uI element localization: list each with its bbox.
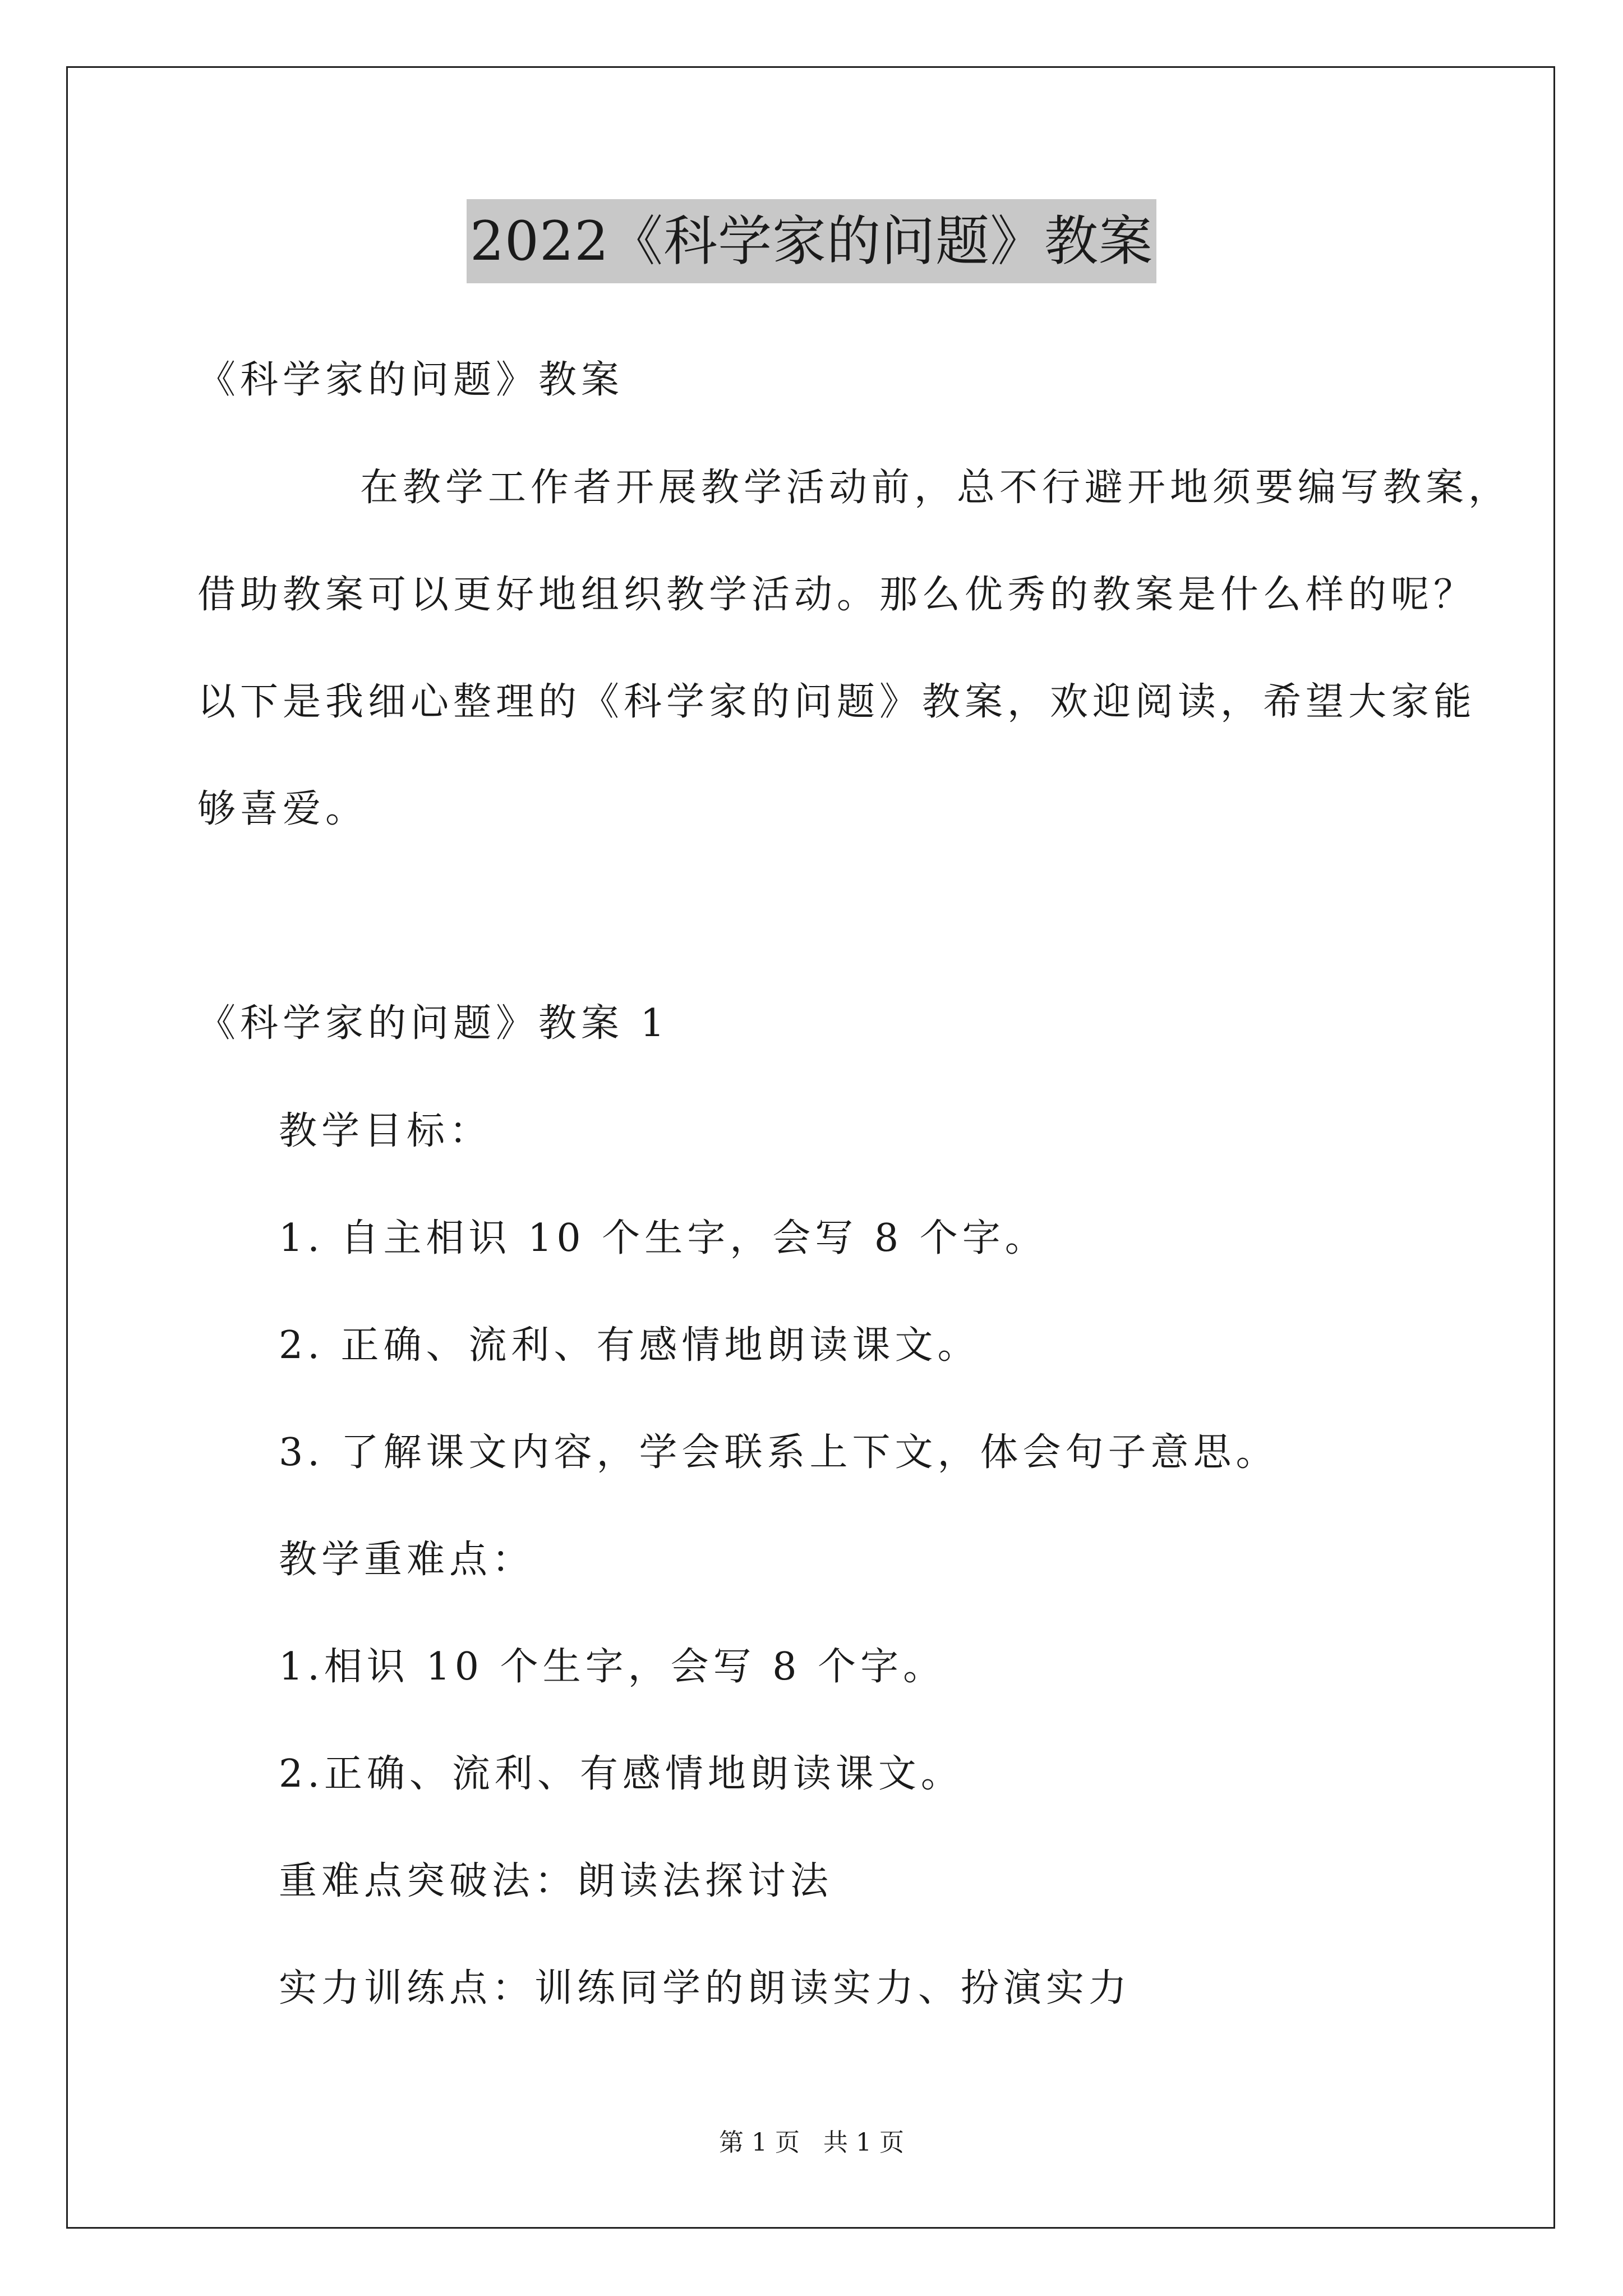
- section-item: 重难点突破法：朗读法探讨法: [279, 1859, 833, 1903]
- intro-paragraph-line: 借助教案可以更好地组织教学活动。那么优秀的教案是什么样的呢？: [197, 573, 1477, 617]
- section-item: 2.正确、流利、有感情地朗读课文。: [279, 1752, 963, 1796]
- section-item: 教学重难点：: [279, 1538, 535, 1582]
- document-title: 2022《科学家的问题》教案: [467, 199, 1156, 283]
- intro-heading: 《科学家的问题》教案: [197, 358, 624, 402]
- section-item: 2. 正确、流利、有感情地朗读课文。: [279, 1323, 980, 1368]
- intro-paragraph-line: 以下是我细心整理的《科学家的问题》教案，欢迎阅读，希望大家能: [197, 680, 1477, 724]
- section-heading: 《科学家的问题》教案 1: [197, 1001, 669, 1046]
- section-item: 实力训练点：训练同学的朗读实力、扮演实力: [279, 1966, 1132, 2010]
- intro-paragraph-line: 够喜爱。: [197, 787, 368, 831]
- section-item: 1. 自主相识 10 个生字，会写 8 个字。: [279, 1216, 1048, 1260]
- intro-paragraph-line: 在教学工作者开展教学活动前，总不行避开地须要编写教案，: [360, 466, 1511, 510]
- section-item: 3. 了解课文内容，学会联系上下文，体会句子意思。: [279, 1430, 1279, 1475]
- document-title-wrap: [0, 199, 1623, 283]
- section-item: 1.相识 10 个生字，会写 8 个字。: [279, 1645, 946, 1689]
- section-item: 教学目标：: [279, 1109, 492, 1153]
- page-footer: 第 1 页 共 1 页: [719, 2128, 904, 2157]
